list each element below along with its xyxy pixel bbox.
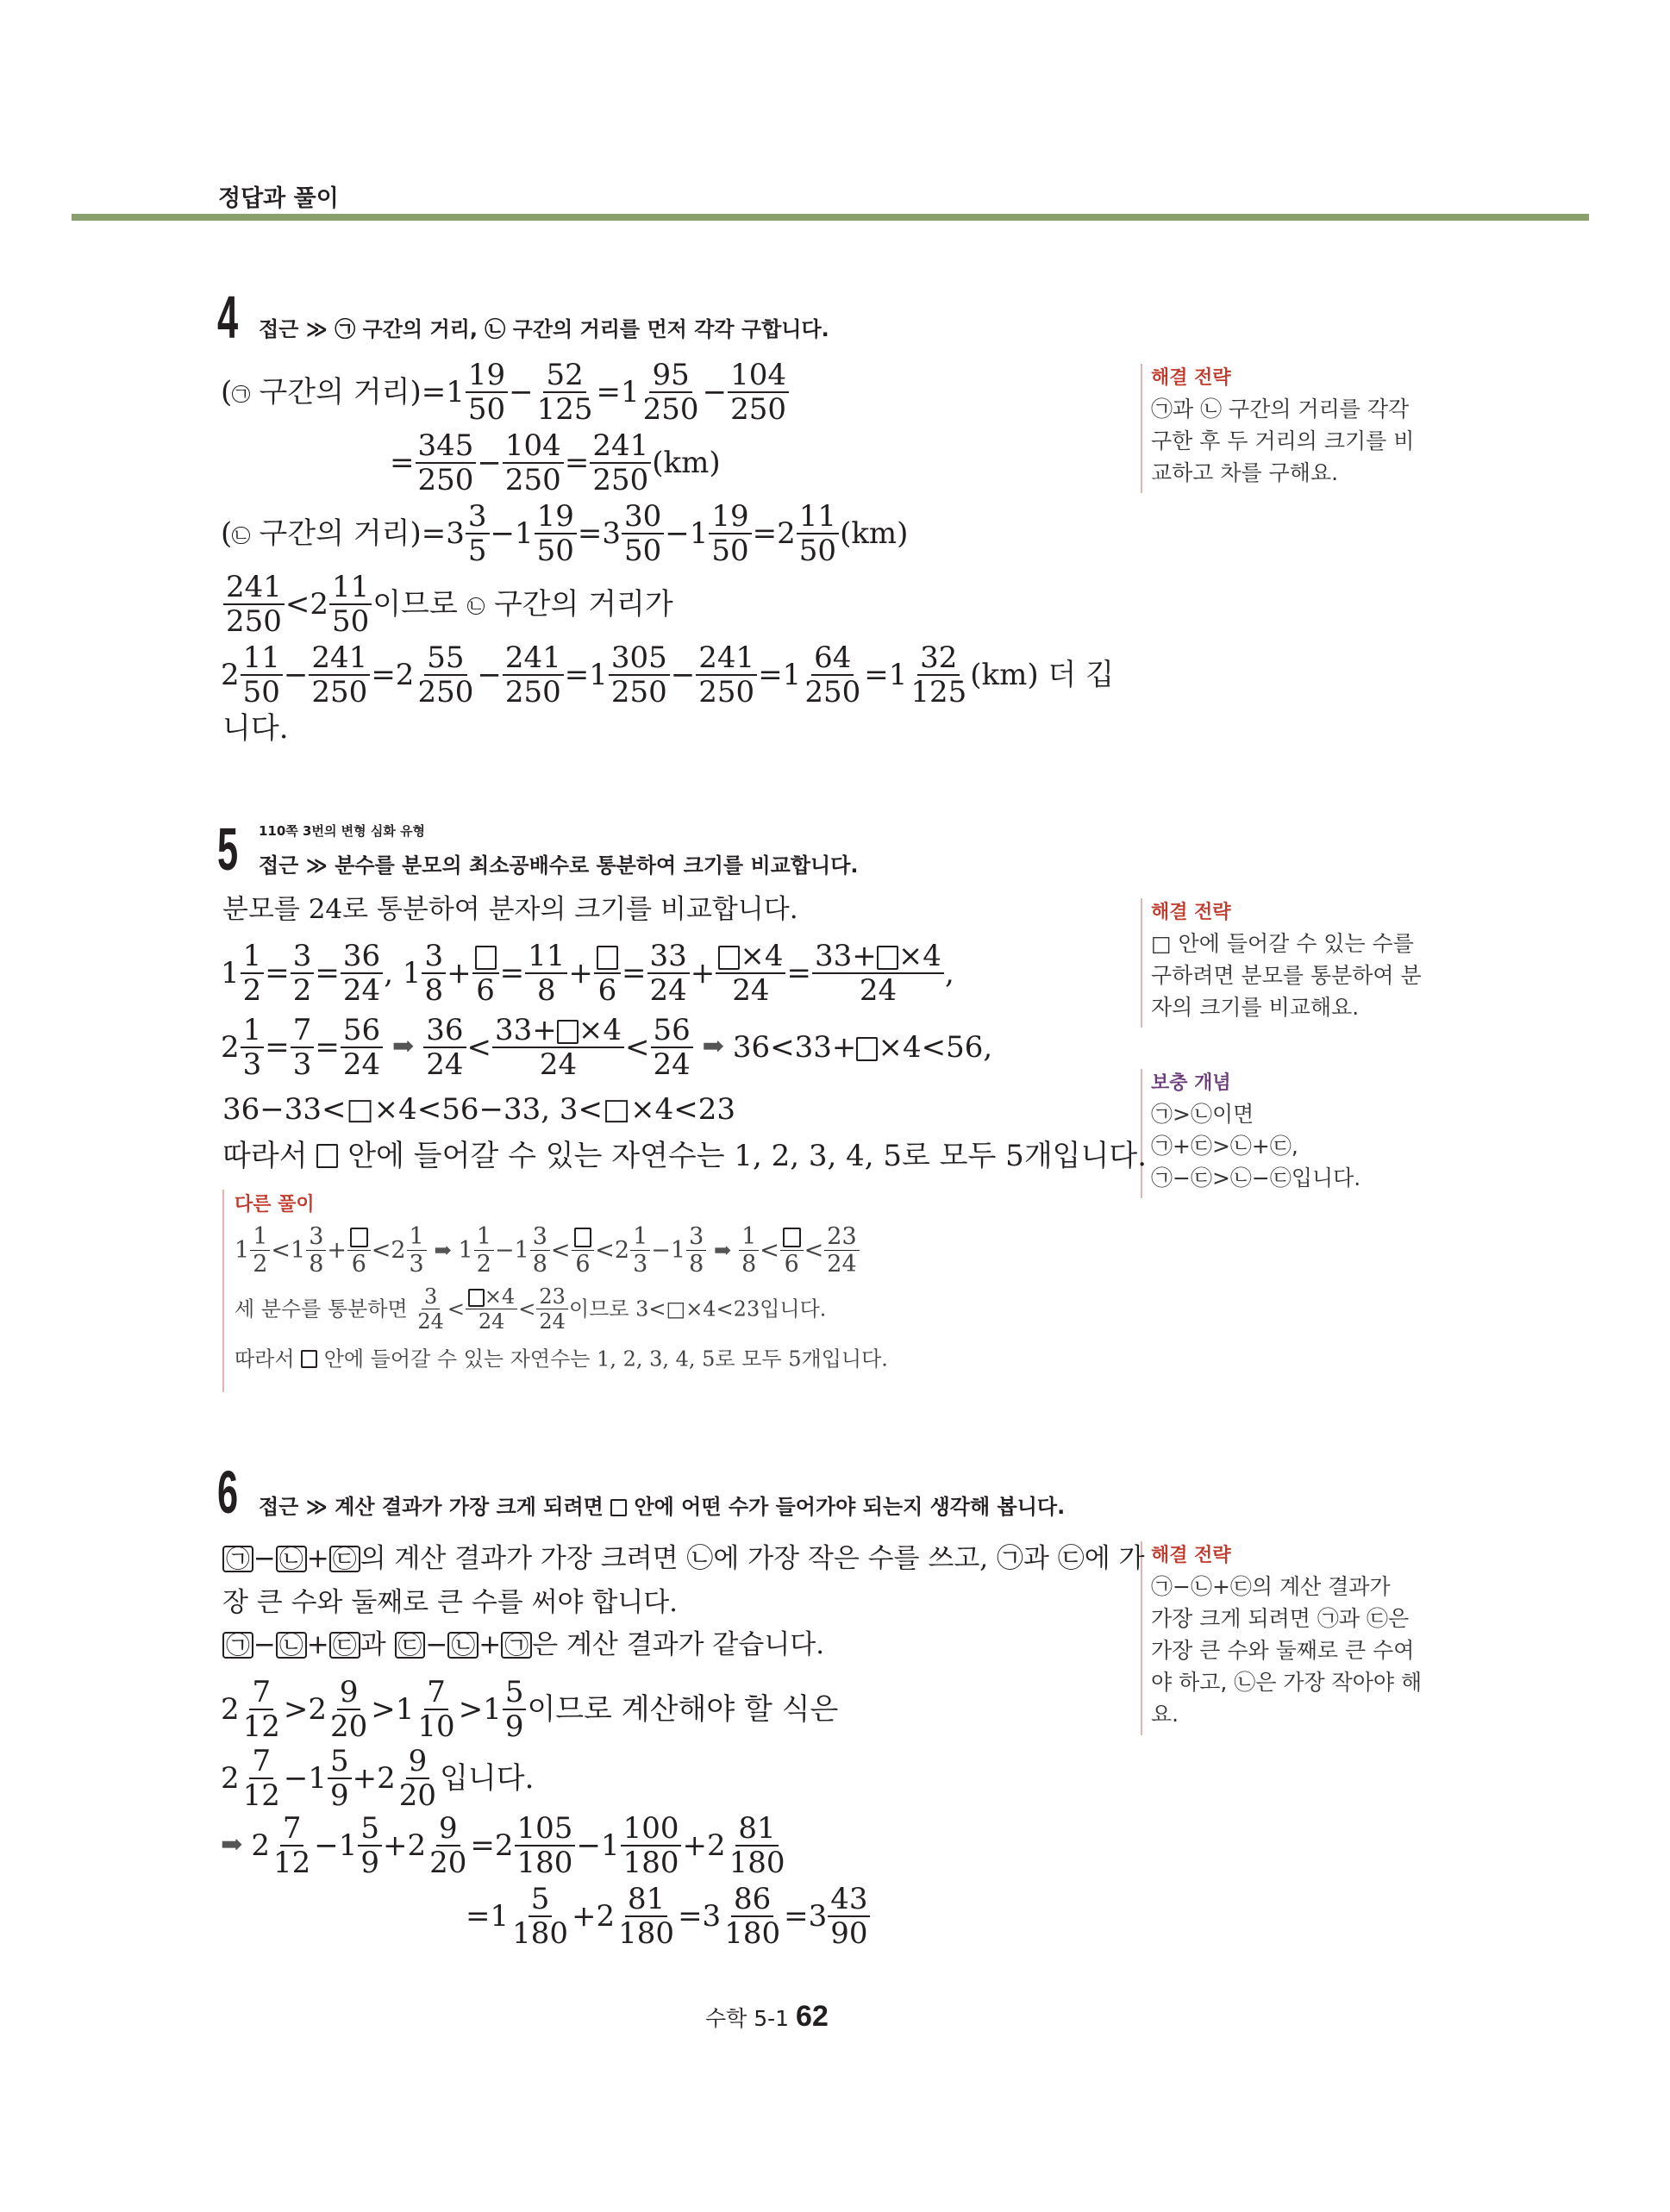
alt-line-2: 세 분수를 통분하면 $\frac{3}{24}$ < $\frac{\times 4}{24}$ < $\frac{23}{24}$ 이므로 3<□×4<23입니다. xyxy=(235,1284,827,1334)
p5-line-5: 36−33<□×4<56−33, 3<□×4<23 xyxy=(222,1092,735,1127)
problem-6-strategy-box xyxy=(1141,1541,1435,1735)
strategy-line: 구하려면 분모를 통분하여 분 xyxy=(1151,963,1422,988)
strategy-line: 자의 크기를 비교해요. xyxy=(1151,995,1360,1020)
alternative-solution-box xyxy=(222,1190,1010,1392)
strategy-line: 구한 후 두 거리의 크기를 비 xyxy=(1151,428,1415,453)
alt-eq-1: 1 $\frac{1}{2}$ <1 $\frac{3}{8}$ + 6 <2 $\frac{1}{3}$ ➡ 1 $\frac{1}{2}$ −1 $\frac{3}{8}$ < 6 <2 $\frac{1}{3}$ −1 $\frac{3}{8}$ ➡ $\frac{1}{8}$ < 6 < $\frac{23}{24}$ xyxy=(235,1225,1010,1276)
page-footer xyxy=(705,2000,829,2034)
concept-line: ㉠−㉢>㉡−㉢입니다. xyxy=(1151,1165,1361,1190)
strategy-line: 교하고 차를 구해요. xyxy=(1151,460,1339,485)
problem-6-number: 6 xyxy=(217,1459,239,1526)
problem-5-approach: 접근 ≫ 분수를 분모의 최소공배수로 통분하여 크기를 비교합니다. xyxy=(259,853,859,878)
p4-eq-b: (ㄴ 구간의 거리)=3 $\frac{3}{5}$ −1 $\frac{19}{50}$ =3 $\frac{30}{50}$ −1 $\frac{19}{50}$ =2 $\frac{11}{50}$ (km) xyxy=(221,499,909,568)
strategy-line: 가장 크게 되려면 ㉠과 ㉢은 xyxy=(1151,1606,1410,1631)
p6-calc-2: =1 $\frac{5}{180}$ +2 $\frac{81}{180}$ =3 $\frac{86}{180}$ =3 $\frac{43}{90}$ xyxy=(466,1884,871,1948)
problem-5-strategy-box xyxy=(1141,898,1435,1028)
p6-line-1: ㉠ − ㉡ + ㉢ 의 계산 결과가 가장 크려면 ㉡에 가장 작은 수를 쓰고, ㉠과 ㉢에 가 xyxy=(222,1545,1145,1572)
strategy-line: 야 하고, ㉡은 가장 작아야 해 xyxy=(1151,1670,1423,1695)
circled-b-icon: ㄴ xyxy=(232,524,250,546)
strategy-line: ㉠−㉡+㉢의 계산 결과가 xyxy=(1151,1574,1391,1599)
alt-line-3: 따라서 안에 들어갈 수 있는 자연수는 1, 2, 3, 4, 5로 모두 5개입니다. xyxy=(235,1347,888,1372)
p6-calc-1: ➡ 2 $\frac{7}{12}$ −1 $\frac{5}{9}$ +2 $\frac{9}{20}$ =2 $\frac{105}{180}$ −1 $\frac{100}{180}$ +2 $\frac{81}{180}$ xyxy=(221,1811,785,1880)
arrow-right-icon: ➡ xyxy=(221,1829,252,1860)
concept-line: ㉠>㉡이면 xyxy=(1151,1102,1254,1127)
page-number: 62 xyxy=(796,2000,829,2033)
problem-4-number: 4 xyxy=(217,284,239,351)
footer-label: 수학 5-1 xyxy=(705,2006,790,2031)
p4-compare: $\frac{241}{250}$ <2 $\frac{11}{50}$ 이므로 ㄴ 구간의 거리가 xyxy=(222,572,673,636)
concept-line: ㉠+㉢>㉡+㉢, xyxy=(1151,1134,1298,1159)
strategy-line: 가장 큰 수와 둘째로 큰 수여 xyxy=(1151,1638,1415,1663)
circled-a-icon: ㄱ xyxy=(232,383,250,404)
p5-line-6: 따라서 안에 들어갈 수 있는 자연수는 1, 2, 3, 4, 5로 모두 5개입니다. xyxy=(222,1139,1147,1173)
p6-line-3: ㉠ − ㉡ + ㉢ 과 ㉢ − ㉡ + ㉠ 은 계산 결과가 같습니다. xyxy=(222,1631,824,1659)
alt-title: 다른 풀이 xyxy=(235,1194,315,1215)
p4-eq-a2: = $\frac{345}{250}$ − $\frac{104}{250}$ = $\frac{241}{250}$ (km) xyxy=(390,428,721,497)
arrow-right-icon: ➡ xyxy=(384,1031,423,1062)
p5-line-1: 분모를 24로 통분하여 분자의 크기를 비교합니다. xyxy=(222,894,798,925)
problem-4-strategy-box xyxy=(1141,364,1435,493)
strategy-title: 해결 전략 xyxy=(1151,1545,1231,1566)
problem-5-number: 5 xyxy=(217,815,239,883)
header-rule xyxy=(72,214,1589,221)
p5-eq-1: 1 $\frac{1}{2}$ = $\frac{3}{2}$ = $\frac{36}{24}$ , 1 $\frac{3}{8}$ + 6 = $\frac{11}{8}$ + 6 = $\frac{33}{24}$ + $\frac{\times 4}{24}$ = $\frac{33+ \times 4}{24}$ , xyxy=(221,939,954,1008)
problem-5-concept-box xyxy=(1141,1069,1435,1198)
p6-expression: 2 $\frac{7}{12}$ −1 $\frac{5}{9}$ +2 $\frac{9}{20}$ 입니다. xyxy=(221,1744,535,1813)
strategy-line: ㉠과 ㉡ 구간의 거리를 각각 xyxy=(1151,397,1410,422)
page-header-title: 정답과 풀이 xyxy=(218,185,339,212)
p4-end: 니다. xyxy=(222,711,289,746)
strategy-line: □ 안에 들어갈 수 있는 수를 xyxy=(1151,931,1414,956)
p4-eq-a1: (ㄱ 구간의 거리)=1 $\frac{19}{50}$ − $\frac{52}{125}$ =1 $\frac{95}{250}$ − $\frac{104}{250}$ xyxy=(221,360,790,424)
concept-title: 보충 개념 xyxy=(1151,1072,1231,1094)
arrow-right-icon: ➡ xyxy=(693,1031,733,1062)
strategy-title: 해결 전략 xyxy=(1151,902,1231,923)
problem-4-approach: 접근 ≫ ㉠ 구간의 거리, ㉡ 구간의 거리를 먼저 각각 구합니다. xyxy=(259,317,829,341)
p5-eq-2: 2 $\frac{1}{3}$ = $\frac{7}{3}$ = $\frac{56}{24}$ ➡ $\frac{36}{24}$ < $\frac{33+ \times 4}{24}$ < $\frac{56}{24}$ ➡ 36<33+ ×4<56, xyxy=(221,1013,993,1082)
p6-compare: 2 $\frac{7}{12}$ >2 $\frac{9}{20}$ >1 $\frac{7}{10}$ >1 $\frac{5}{9}$ 이므로 계산해야 할 식은 xyxy=(221,1675,839,1744)
strategy-line: 요. xyxy=(1151,1702,1179,1727)
problem-6-approach: 접근 ≫ 계산 결과가 가장 크게 되려면 안에 어떤 수가 들어가야 되는지 생각해 봅니다. xyxy=(259,1495,1066,1519)
circled-b-icon: ㄴ xyxy=(466,595,485,616)
p4-diff: 2 $\frac{11}{50}$ − $\frac{241}{250}$ =2 $\frac{55}{250}$ − $\frac{241}{250}$ =1 $\frac{305}{250}$ − $\frac{241}{250}$ =1 $\frac{64}{250}$ =1 $\frac{32}{125}$ (km) 더 깁 xyxy=(221,640,1114,709)
problem-5-reference: 110쪽 3번의 변형 심화 유형 xyxy=(259,823,426,839)
strategy-title: 해결 전략 xyxy=(1151,367,1231,389)
p6-line-2: 장 큰 수와 둘째로 큰 수를 써야 합니다. xyxy=(222,1587,679,1618)
